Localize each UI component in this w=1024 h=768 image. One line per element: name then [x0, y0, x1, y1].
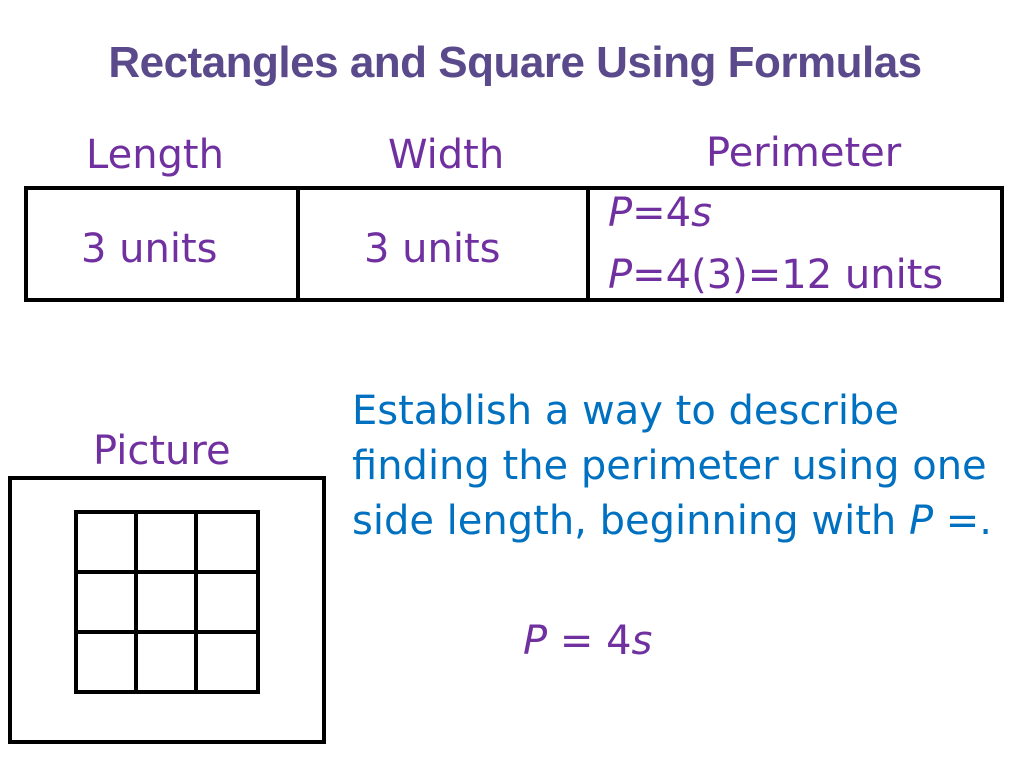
table-divider — [296, 186, 300, 302]
instruction-suffix: =. — [933, 498, 993, 544]
formula-variable: P — [523, 618, 548, 664]
instruction-text — [352, 384, 1012, 549]
table-divider — [586, 186, 590, 302]
length-header: Length — [86, 132, 224, 178]
grid-outline — [76, 512, 258, 692]
perimeter-variable: P — [608, 190, 633, 236]
square-grid — [74, 510, 260, 694]
perimeter-formula — [523, 618, 652, 664]
instruction-body: Establish a way to describe finding the perimeter using one side length, beginning with — [352, 388, 987, 544]
page-title: Rectangles and Square Using Formulas — [108, 38, 922, 87]
picture-header: Picture — [93, 428, 231, 474]
perimeter-calculation-line — [608, 252, 943, 298]
formula-side-variable: s — [631, 618, 653, 664]
perimeter-header: Perimeter — [706, 130, 902, 176]
perimeter-calculation: =4(3)=12 units — [632, 252, 944, 298]
side-variable: s — [691, 190, 712, 236]
width-header: Width — [388, 132, 505, 178]
width-value: 3 units — [364, 226, 501, 272]
length-value: 3 units — [81, 226, 218, 272]
perimeter-variable: P — [608, 252, 633, 298]
formula-equals: = 4 — [547, 618, 632, 664]
perimeter-equals: =4 — [632, 190, 692, 236]
instruction-variable: P — [908, 498, 934, 544]
perimeter-formula-line — [608, 190, 712, 236]
